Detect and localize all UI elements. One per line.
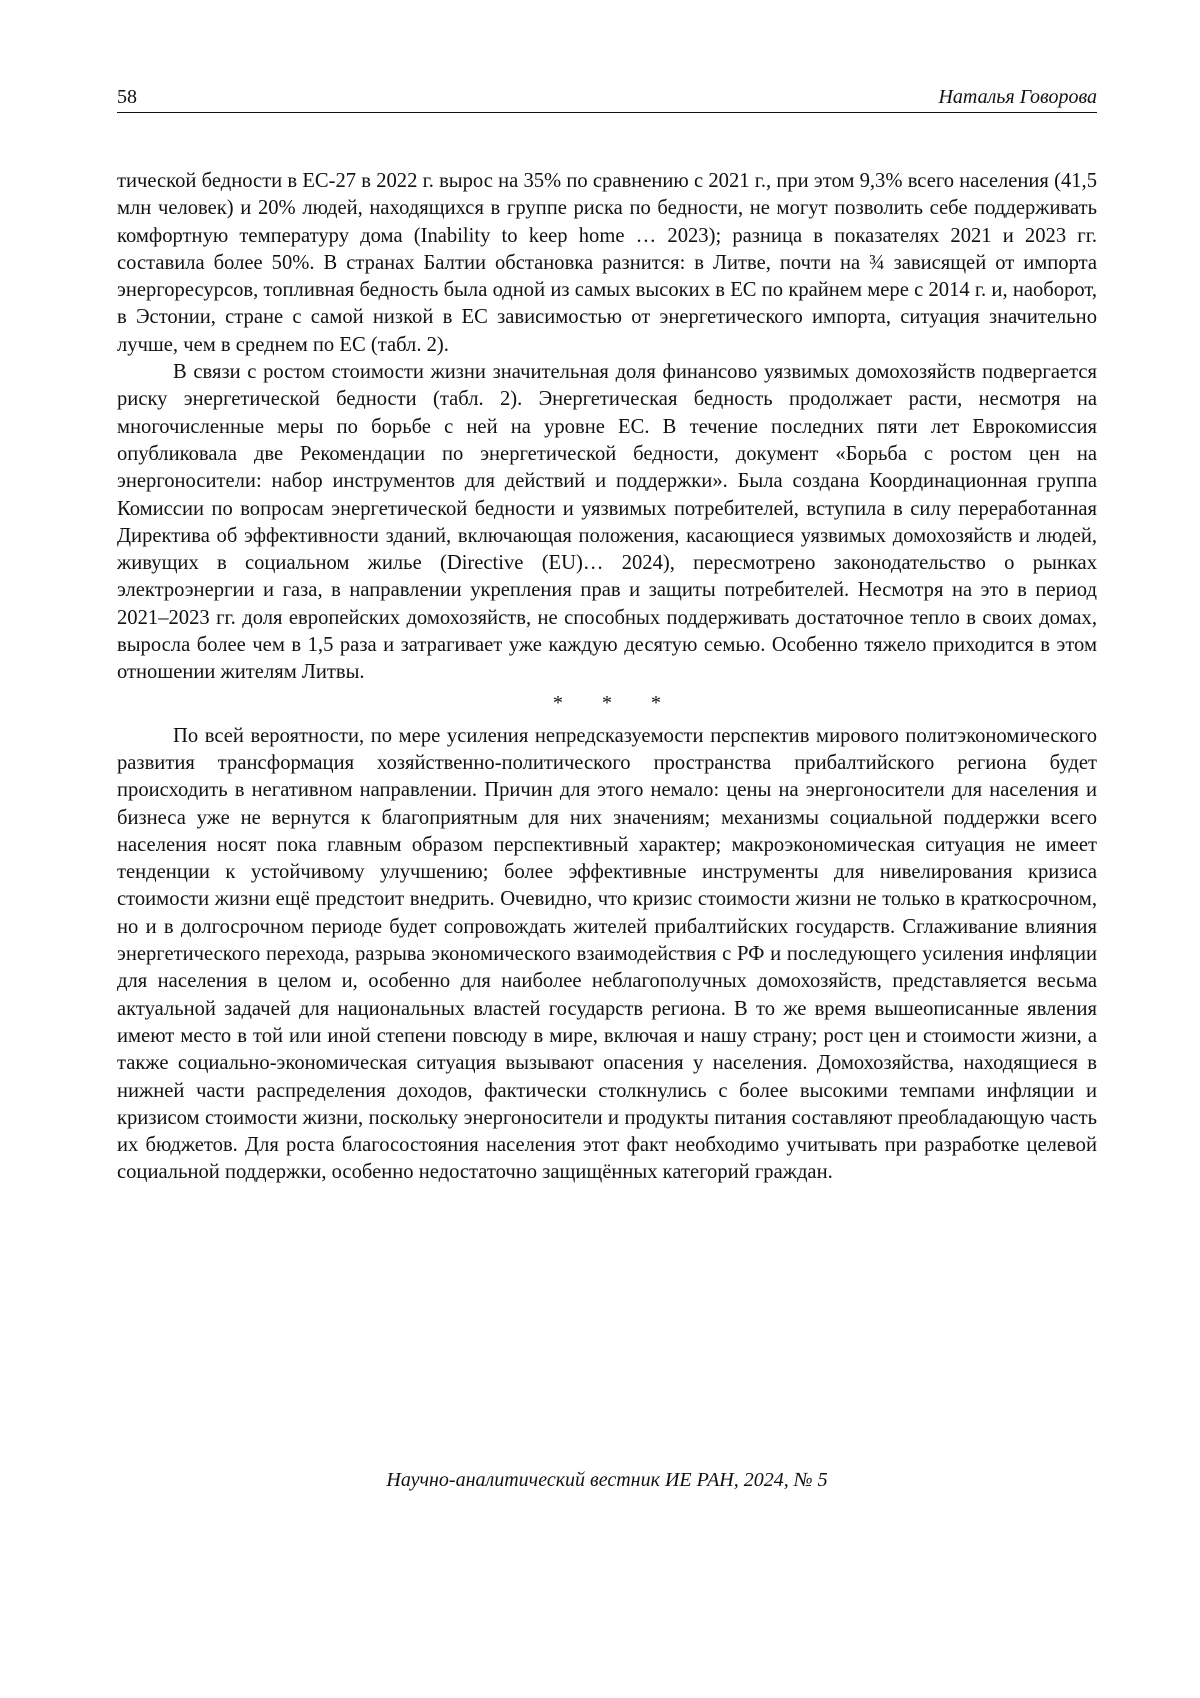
separator-asterisk: *	[651, 691, 661, 714]
separator-asterisk: *	[602, 691, 612, 714]
running-header-author: Наталья Говорова	[938, 86, 1097, 108]
conclusion-paragraph: По всей вероятности, по мере усиления непредсказуемости перспектив мирового политэкономического развития трансформация хозяйственно-политического пространства прибалтийского региона будет происходить в негативном направлении. Причин для этого немало: цены на энергоносители для населения и бизнеса уже не вернутся к благоприятным для них значениям; механизмы социальной поддержки всего населения носят пока главным образом перспективный характер; макроэкономическая ситуация не имеет тенденции к устойчивому улучшению; более эффективные инструменты для нивелирования кризиса стоимости жизни ещё предстоит внедрить. Очевидно, что кризис стоимости жизни не только в краткосрочном, но и в долгосрочном периоде будет сопровождать жителей прибалтийских государств. Сглаживание влияния энергетического перехода, разрыва экономического взаимодействия с РФ и последующего усиления инфляции для населения в целом и, особенно для наиболее неблагополучных домохозяйств, представляется весьма актуальной задачей для национальных властей государств региона. В то же время вышеописанные явления имеют место в той или иной степени повсюду в мире, включая и нашу страну; рост цен и стоимости жизни, а также социально-экономическая ситуация вызывают опасения у населения. Домохозяйства, находящиеся в нижней части распределения доходов, фактически столкнулись с более высокими темпами инфляции и кризисом стоимости жизни, поскольку энергоносители и продукты питания составляют преобладающую часть их бюджетов. Для роста благосостояния населения этот факт необходимо учитывать при разработке целевой социальной поддержки, особенно недостаточно защищённых категорий граждан.	[117, 724, 1097, 1184]
page-number: 58	[117, 86, 137, 108]
running-header	[117, 84, 1097, 113]
separator-asterisk: *	[553, 691, 563, 714]
paragraph: В связи с ростом стоимости жизни значительная доля финансово уязвимых домохозяйств подвергается риску энергетической бедности (табл. 2). Энергетическая бедность продолжает расти, несмотря на многочисленные меры по борьбе с ней на уровне ЕС. В течение последних пяти лет Еврокомиссия опубликовала две Рекомендации по энергетической бедности, документ «Борьба с ростом цен на энергоносители: набор инструментов для действий и поддержки». Была создана Координационная группа Комиссии по вопросам энергетической бедности и уязвимых потребителей, вступила в силу переработанная Директива об эффективности зданий, включающая положения, касающиеся уязвимых домохозяйств и людей, живущих в социальном жилье (Directive (EU)… 2024), пересмотрено законодательство о рынках электроэнергии и газа, в направлении укрепления прав и защиты потребителей. Несмотря на это в период 2021–2023 гг. доля европейских домохозяйств, не способных поддерживать достаточное тепло в своих домах, выросла более чем в 1,5 раза и затрагивает уже каждую десятую семью. Особенно тяжело приходится в этом отношении жителям Литвы.	[117, 361, 1097, 684]
journal-footer: Научно-аналитический вестник ИЕ РАН, 2024, № 5	[386, 1469, 828, 1491]
section-separator	[117, 689, 1097, 717]
article-body	[117, 168, 1097, 1187]
paragraph-continued: тической бедности в ЕС-27 в 2022 г. вырос на 35% по сравнению с 2021 г., при этом 9,3% всего населения (41,5 млн человек) и 20% людей, находящихся в группе риска по бедности, не могут позволить себе поддерживать комфортную температуру дома (Inability to keep home … 2023); разница в показателях 2021 и 2023 гг. составила более 50%. В странах Балтии обстановка разнится: в Литве, почти на ¾ зависящей от импорта энергоресурсов, топливная бедность была одной из самых высоких в ЕС по крайнем мере с 2014 г. и, наоборот, в Эстонии, стране с самой низкой в ЕС зависимостью от энергетического импорта, ситуация значительно лучше, чем в среднем по ЕС (табл. 2).	[117, 170, 1097, 356]
